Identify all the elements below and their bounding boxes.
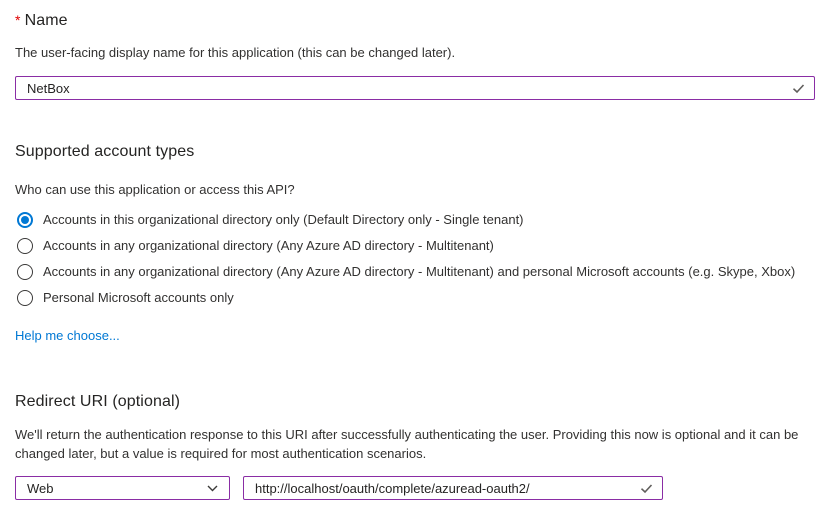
radio-unselected-icon[interactable] — [17, 238, 33, 254]
radio-option-multitenant[interactable] — [15, 233, 815, 259]
redirect-uri-title: Redirect URI (optional) — [15, 393, 181, 410]
account-types-question: Who can use this application or access this API? — [15, 182, 295, 197]
radio-unselected-icon[interactable] — [17, 264, 33, 280]
redirect-uri-description: We'll return the authentication response to this URI after successfully authenticating the user. Providing this now is optional and it can be changed later, but a value is required for most authentication scenarios. — [15, 427, 799, 461]
help-me-choose-link[interactable]: Help me choose... — [15, 328, 120, 343]
required-asterisk: * — [15, 12, 21, 28]
name-title-text: Name — [24, 12, 68, 29]
chevron-down-icon — [205, 481, 220, 496]
radio-option-multitenant-personal[interactable] — [15, 259, 815, 285]
radio-option-label: Accounts in any organizational directory (Any Azure AD directory - Multitenant) and personal Microsoft accounts (e.g. Skype, Xbox) — [43, 264, 796, 279]
redirect-uri-input[interactable] — [243, 476, 663, 500]
account-types-radio-group — [15, 207, 815, 311]
platform-select[interactable] — [15, 476, 230, 500]
radio-option-label: Personal Microsoft accounts only — [43, 290, 234, 305]
radio-option-label: Accounts in this organizational directory only (Default Directory only - Single tenant) — [43, 212, 524, 227]
redirect-uri-controls — [15, 476, 815, 500]
radio-unselected-icon[interactable] — [17, 290, 33, 306]
name-section-title — [15, 10, 815, 31]
account-types-title: Supported account types — [15, 143, 195, 160]
radio-option-label: Accounts in any organizational directory (Any Azure AD directory - Multitenant) — [43, 238, 494, 253]
name-field-wrap — [15, 76, 815, 100]
radio-option-personal-only[interactable] — [15, 285, 815, 311]
radio-option-single-tenant[interactable] — [15, 207, 815, 233]
name-input[interactable] — [15, 76, 815, 100]
radio-selected-icon[interactable] — [17, 212, 33, 228]
name-description: The user-facing display name for this application (this can be changed later). — [15, 45, 456, 60]
platform-select-value: Web — [27, 480, 54, 496]
redirect-uri-field-wrap — [243, 476, 663, 500]
